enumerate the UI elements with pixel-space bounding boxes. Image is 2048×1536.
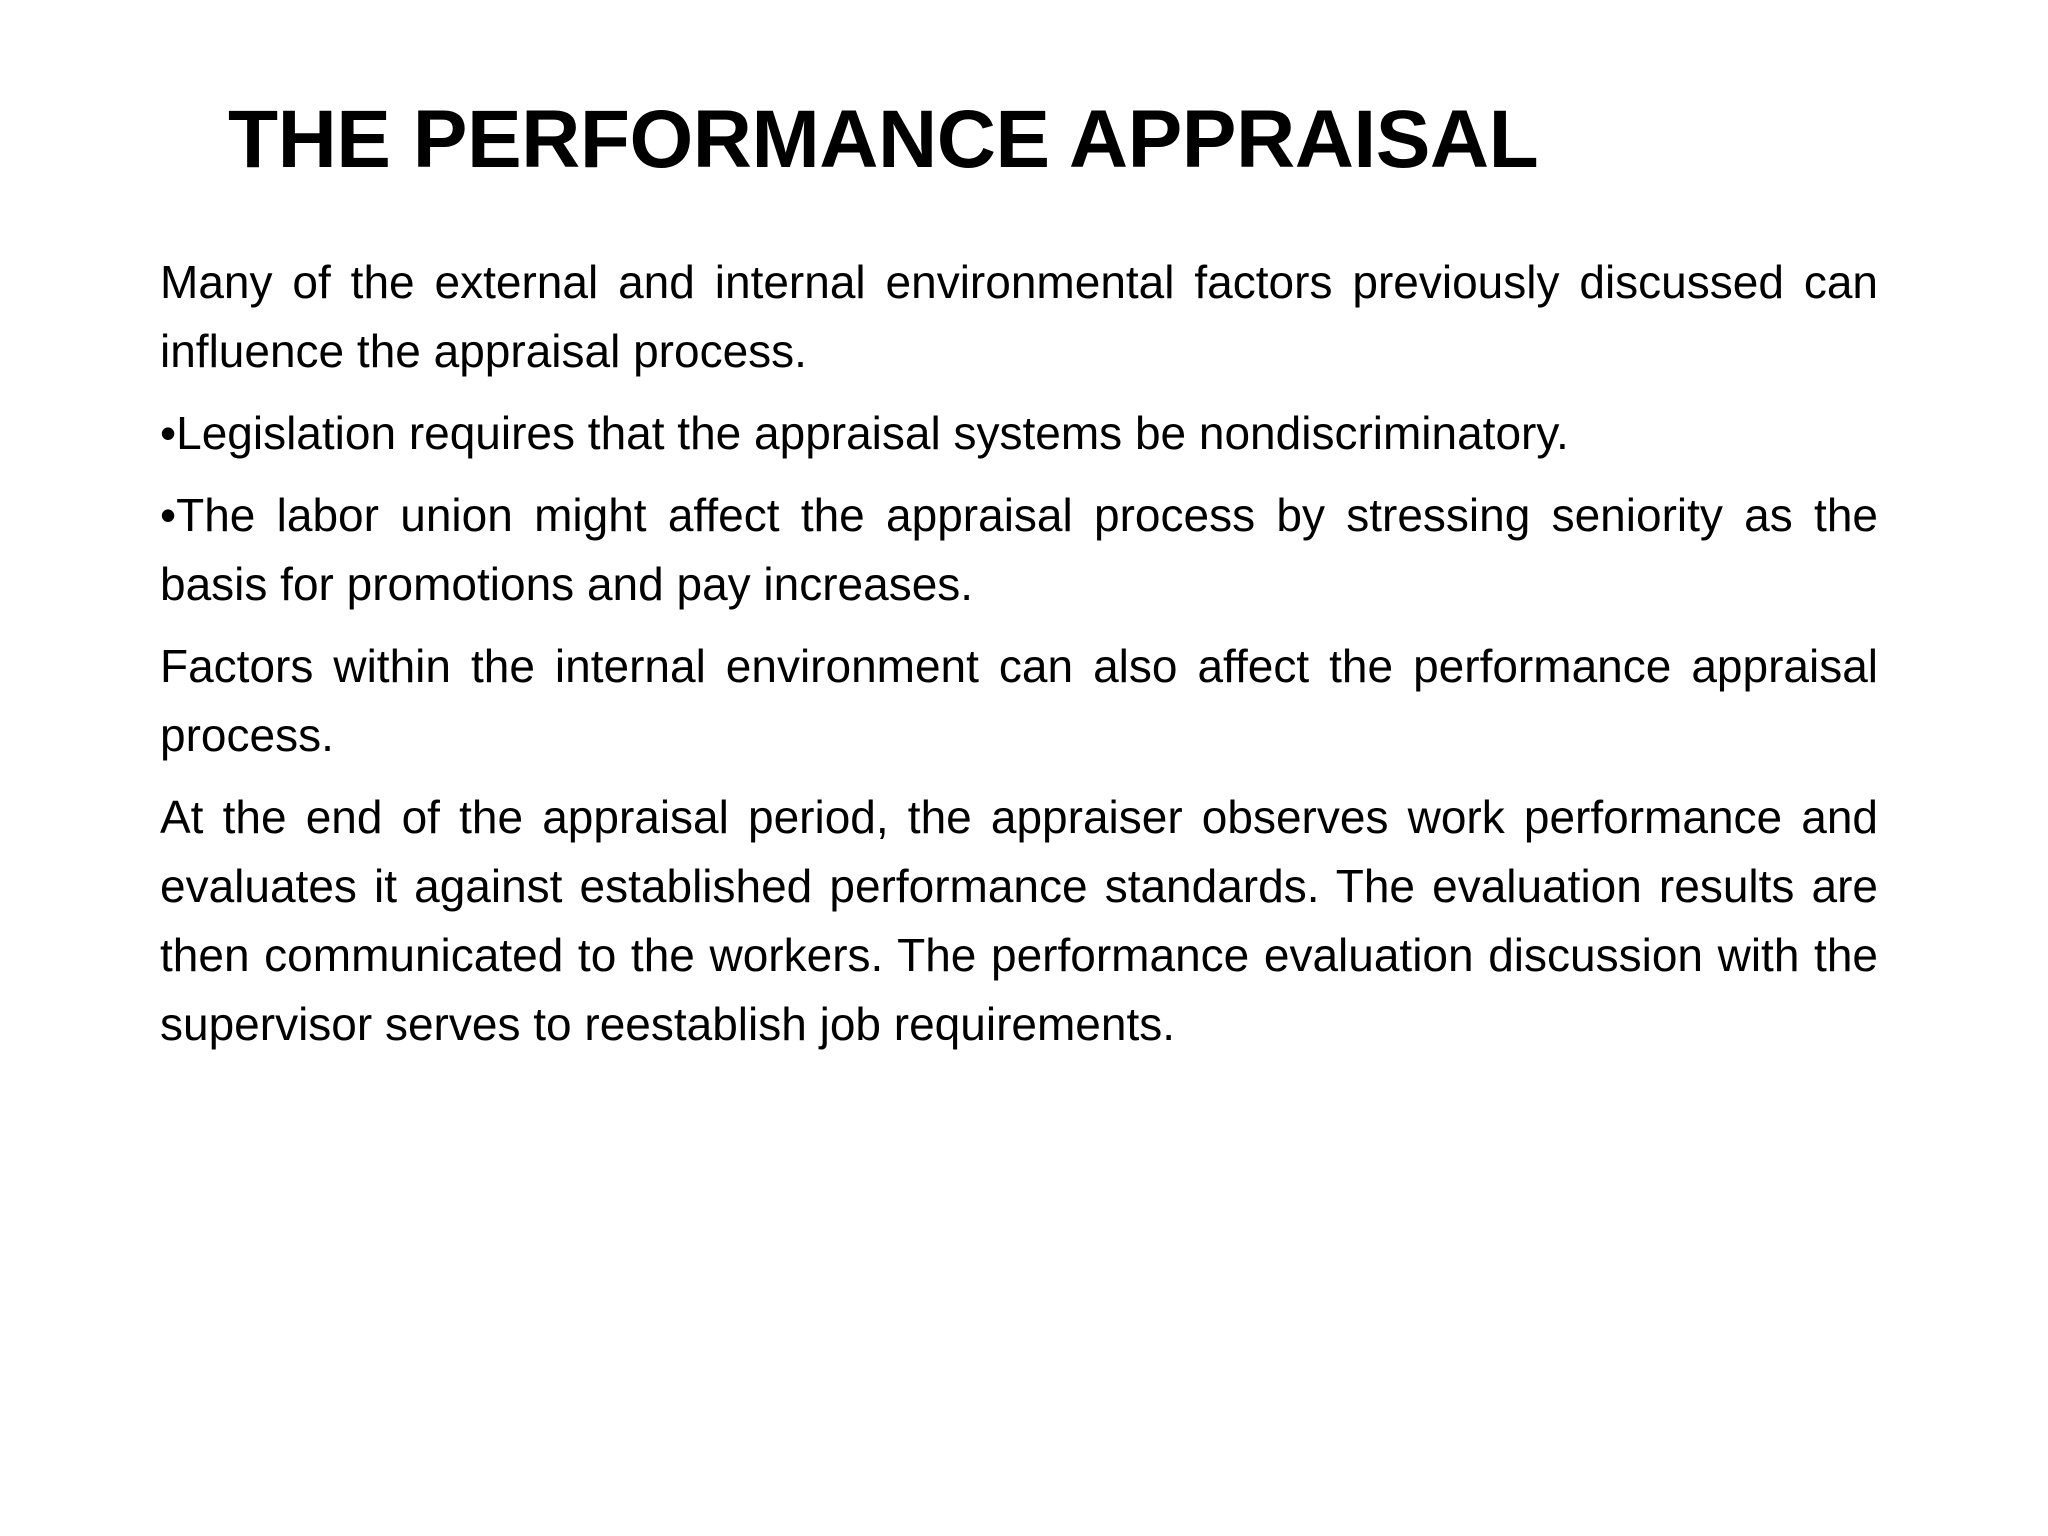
paragraph-appraisal-period: At the end of the appraisal period, the appraiser observes work performance and evaluates it against established performance standards. The evaluation results are then communicated to the workers. The performance evaluation discussion with the supervisor serves to reestablish job requirements. — [160, 791, 1878, 1050]
slide-title: THE PERFORMANCE APPRAISAL — [228, 94, 1539, 185]
paragraph-intro: Many of the external and internal environmental factors previously discussed can influence the appraisal process. — [160, 256, 1878, 377]
bullet-labor-union: •The labor union might affect the appraisal process by stressing seniority as the basis for promotions and pay increases. — [160, 489, 1878, 610]
paragraph-internal-factors: Factors within the internal environment can also affect the performance appraisal process. — [160, 640, 1878, 761]
slide-body — [160, 248, 1878, 1072]
bullet-legislation: •Legislation requires that the appraisal systems be nondiscriminatory. — [160, 407, 1569, 459]
